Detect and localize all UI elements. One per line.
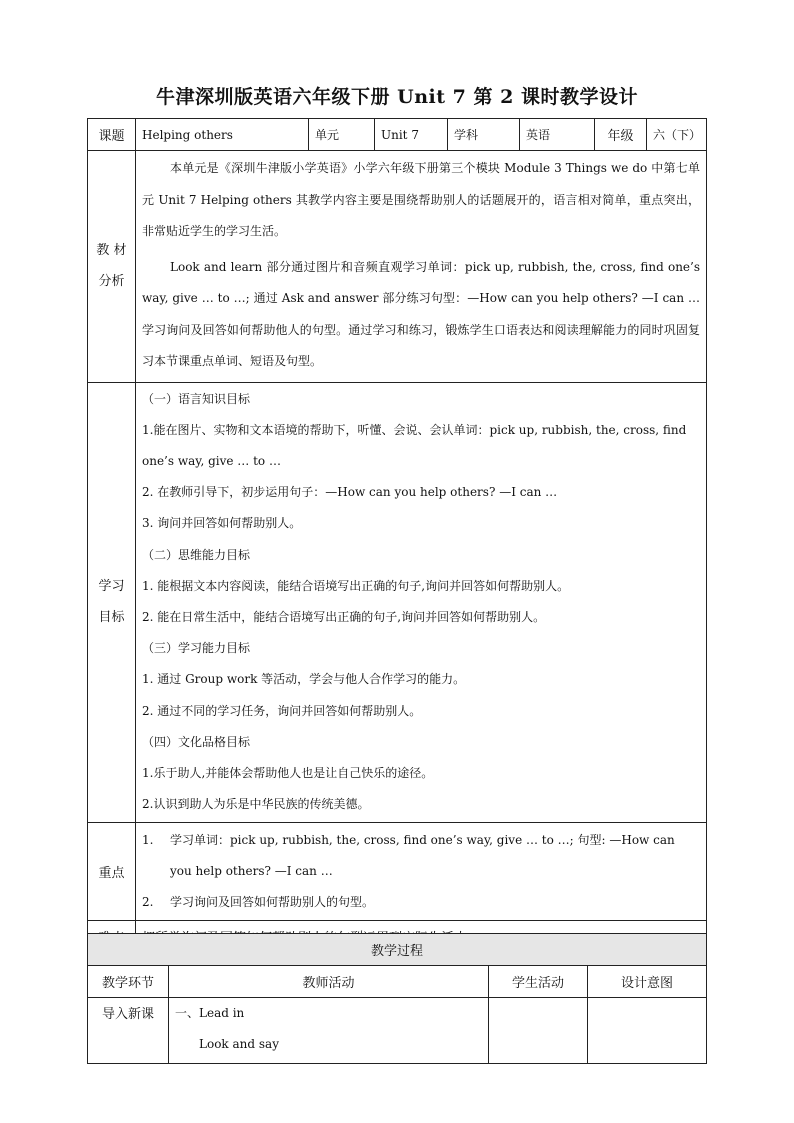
analysis-label: 教 材 分析 bbox=[88, 151, 136, 383]
key-point-item bbox=[142, 887, 700, 918]
key-point-item bbox=[142, 825, 700, 887]
objectives-row bbox=[88, 382, 707, 822]
col-purpose: 设计意图 bbox=[588, 966, 707, 998]
process-row-lead-in bbox=[88, 998, 707, 1064]
stage-name: 导入新课 bbox=[88, 998, 169, 1064]
key-points-label: 重点 bbox=[88, 822, 136, 921]
unit-label: 单元 bbox=[309, 119, 375, 151]
analysis-content bbox=[136, 151, 707, 383]
topic-value: Helping others bbox=[136, 119, 309, 151]
activity-line: 一、Lead in bbox=[175, 1006, 245, 1020]
analysis-row bbox=[88, 151, 707, 383]
objective-line: （三）学习能力目标 bbox=[142, 641, 251, 656]
objective-line: 1.乐于助人,并能体会帮助他人也是让自己快乐的途径。 bbox=[142, 766, 434, 781]
objective-line: （一）语言知识目标 bbox=[142, 391, 251, 406]
objective-line: 1. 通过 Group work 等活动，学会与他人合作学习的能力。 bbox=[142, 672, 466, 687]
activity-line: Look and say bbox=[199, 1037, 279, 1051]
topic-label: 课题 bbox=[88, 119, 136, 151]
page-title: 牛津深圳版英语六年级下册 Unit 7 第 2 课时教学设计 bbox=[156, 86, 638, 108]
col-teacher: 教师活动 bbox=[169, 966, 489, 998]
subject-value: 英语 bbox=[520, 119, 595, 151]
key-points-content bbox=[136, 822, 707, 921]
lesson-plan-table bbox=[87, 118, 707, 952]
key-point-text: 学习单词：pick up, rubbish, the, cross, find one’s way, give … to …; 句型: —How can you help others? —I can … bbox=[170, 832, 675, 878]
objective-line: 2. 通过不同的学习任务，询问并回答如何帮助别人。 bbox=[142, 703, 422, 718]
objectives-label: 学习 目标 bbox=[88, 382, 136, 822]
process-header-row bbox=[88, 966, 707, 998]
header-row bbox=[88, 119, 707, 151]
grade-value: 六（下） bbox=[647, 119, 707, 151]
objective-line: 1.能在图片、实物和文本语境的帮助下，听懂、会说、会认单词：pick up, rubbish, the, cross, find one’s way, give … to … bbox=[142, 422, 687, 468]
grade-label: 年级 bbox=[595, 119, 647, 151]
objectives-content bbox=[136, 382, 707, 822]
teacher-activity bbox=[169, 998, 489, 1064]
objective-line: （四）文化品格目标 bbox=[142, 734, 251, 749]
objective-line: 3. 询问并回答如何帮助别人。 bbox=[142, 516, 302, 531]
subject-label: 学科 bbox=[448, 119, 520, 151]
key-point-number: 1. bbox=[142, 832, 154, 847]
key-points-row bbox=[88, 822, 707, 921]
design-purpose bbox=[588, 998, 707, 1064]
analysis-paragraph-1: 本单元是《深圳牛津版小学英语》小学六年级下册第三个模块 Module 3 Things we do 中第七单元 Unit 7 Helping others 其教学内容主要是围绕帮助别人的话题展开的，语言相对简单，重点突出，非常贴近学生的学习生活。 bbox=[142, 161, 700, 238]
unit-value: Unit 7 bbox=[375, 119, 448, 151]
student-activity bbox=[489, 998, 588, 1064]
col-student: 学生活动 bbox=[489, 966, 588, 998]
col-stage: 教学环节 bbox=[88, 966, 169, 998]
process-title: 教学过程 bbox=[88, 934, 707, 966]
process-table bbox=[87, 933, 707, 1064]
objective-line: 2. 在教师引导下，初步运用句子：—How can you help others? —I can … bbox=[142, 485, 558, 500]
objective-line: 2. 能在日常生活中，能结合语境写出正确的句子,询问并回答如何帮助别人。 bbox=[142, 610, 546, 624]
process-title-row bbox=[88, 934, 707, 966]
objective-line: 2.认识到助人为乐是中华民族的传统美德。 bbox=[142, 797, 370, 812]
key-point-number: 2. bbox=[142, 894, 154, 909]
analysis-paragraph-2: Look and learn 部分通过图片和音频直观学习单词：pick up, rubbish, the, cross, find one’s way, give … to …; 通过 Ask and answer 部分练习句型：—How can you help others? —I can … 学习询问及回答如何帮助他人的句型。通过学习和练习，锻炼学生口语表达和阅读理解能力的同时巩固复习本节课重点单词、短语及句型。 bbox=[142, 259, 700, 368]
objective-line: （二）思维能力目标 bbox=[142, 547, 251, 562]
key-point-text: 学习询问及回答如何帮助别人的句型。 bbox=[170, 894, 375, 909]
objective-line: 1. 能根据文本内容阅读，能结合语境写出正确的句子,询问并回答如何帮助别人。 bbox=[142, 578, 570, 593]
